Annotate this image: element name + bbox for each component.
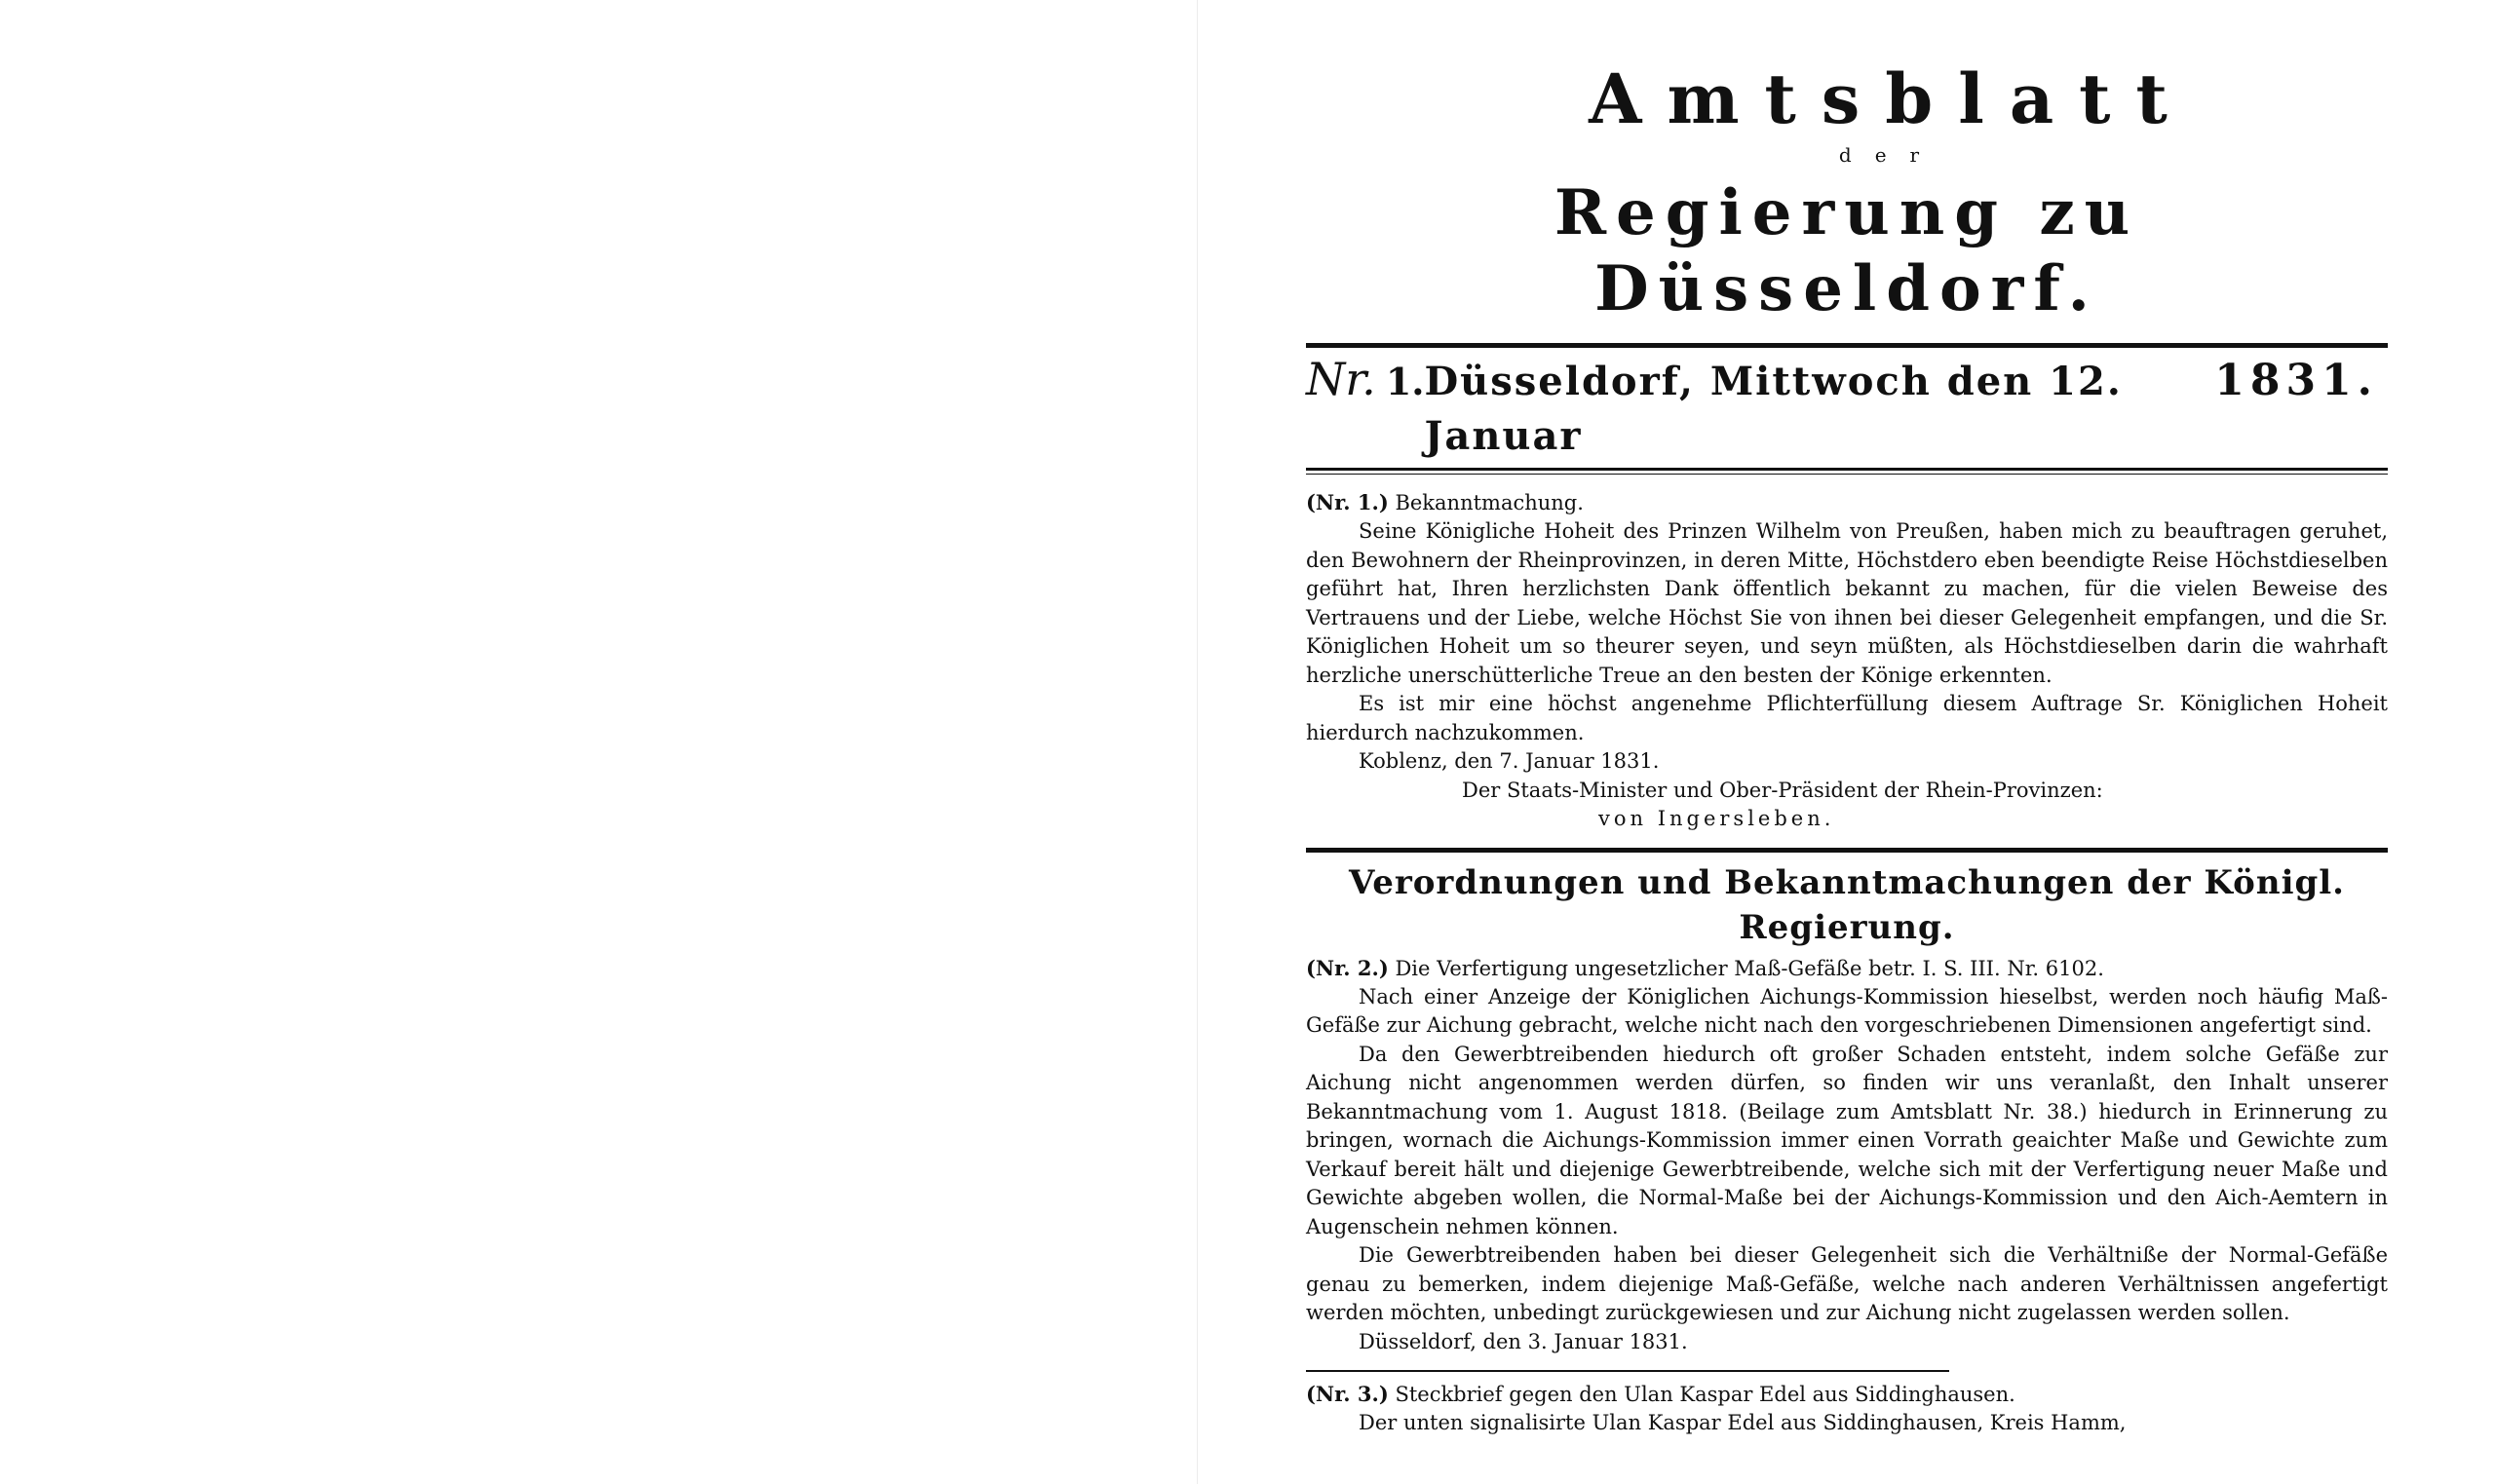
article-2-paragraph-2: Da den Gewerbtreibenden hiedurch oft großer Schaden entsteht, indem solche Gefäße zur Aichung nicht angenommen werden dürfen, so finden wir uns veranlaßt, den Inhalt unserer Bekanntmachung vom 1. August 1818. (Beilage zum Amtsblatt Nr. 38.) hiedurch in Erinnerung zu bringen, wornach die Aichungs-Kommission immer einen Vorrath geaichter Maße und Gewichte zum Verkauf bereit hält und diejenige Gewerbtreibende, welche sich mit der Verfertigung neuer Maße und Gewichte abgeben wollen, die Normal-Maße bei der Aichungs-Kommission und den Aich-Aemtern in Augenschein nehmen können.	[1306, 1042, 2388, 1238]
article-2-place-date: Düsseldorf, den 3. Januar 1831.	[1359, 1329, 1688, 1353]
blank-left-page	[0, 0, 1238, 1484]
article-2-paragraph-1: Nach einer Anzeige der Königlichen Aichungs-Kommission hieselbst, werden noch häufig Maß-Gefäße zur Aichung gebracht, welche nicht nach den vorgeschriebenen Dimensionen angefertigt sind.	[1306, 984, 2388, 1037]
article-1-signature-name: von Ingersleben.	[1598, 807, 1835, 830]
article-1-paragraph-1: Seine Königliche Hoheit des Prinzen Wilhelm von Preußen, haben mich zu beauftragen geruhet, den Bewohnern der Rheinprovinzen, in deren Mitte, Höchstdero eben beendigte Reise Höchstdieselben geführt hat, Ihren herzlichsten Dank öffentlich bekannt zu machen, für die vielen Beweise des Vertrauens und der Liebe, welche Höchst Sie von ihnen bei dieser Gelegenheit empfangen, und die Sr. Königlichen Hoheit um so theurer seyen, und seyn müßten, als Höchstdieselben darin die wahrhaft herzliche unerschütterliche Treue an den besten der Könige erkennten.	[1306, 519, 2388, 687]
article-1-signature-role: Der Staats-Minister und Ober-Präsident der Rhein-Provinzen:	[1462, 778, 2103, 802]
article-2-number: (Nr. 2.)	[1306, 955, 1389, 980]
article-1-place-date: Koblenz, den 7. Januar 1831.	[1359, 749, 1660, 773]
article-2-title: Die Verfertigung ungesetzlicher Maß-Gefäße betr. I. S. III. Nr. 6102.	[1395, 956, 2104, 980]
article-1	[1306, 488, 2388, 834]
article-2-heading	[1306, 954, 2388, 983]
masthead-title: Amtsblatt	[1589, 58, 2193, 139]
newspaper-page	[1306, 58, 2388, 1438]
issue-number	[1306, 352, 1424, 409]
article-1-title: Bekanntmachung.	[1395, 491, 1584, 514]
masthead-der: der	[1838, 143, 1943, 167]
page-gutter	[1197, 0, 1198, 1484]
masthead-subtitle: Regierung zu Düsseldorf.	[1554, 176, 2140, 325]
article-3-number: (Nr. 3.)	[1306, 1382, 1389, 1406]
issue-number-label: Nr.	[1306, 353, 1376, 405]
issue-place-date: Düsseldorf, Mittwoch den 12. Januar	[1424, 359, 2123, 459]
section-title: Verordnungen und Bekanntmachungen der Königl. Regierung.	[1348, 862, 2346, 947]
article-1-paragraph-2: Es ist mir eine höchst angenehme Pflichterfüllung diesem Auftrage Sr. Königlichen Hoheit hierdurch nachzukommen.	[1306, 692, 2388, 744]
article-1-heading	[1306, 488, 2388, 517]
section-rule	[1306, 848, 2388, 853]
masthead	[1306, 58, 2388, 327]
article-3	[1306, 1380, 2388, 1438]
article-1-number: (Nr. 1.)	[1306, 490, 1389, 514]
issue-year: 1831.	[2214, 356, 2378, 405]
article-3-title: Steckbrief gegen den Ulan Kaspar Edel aus Siddinghausen.	[1395, 1383, 2015, 1406]
article-3-paragraph-1: Der unten signalisirte Ulan Kaspar Edel aus Siddinghausen, Kreis Hamm,	[1359, 1411, 2127, 1434]
article-3-heading	[1306, 1380, 2388, 1409]
issue-rule	[1306, 468, 2388, 475]
article-separator	[1306, 1370, 1949, 1372]
issue-number-value: 1.	[1385, 360, 1425, 403]
article-2-paragraph-3: Die Gewerbtreibenden haben bei dieser Gelegenheit sich die Verhältniße der Normal-Gefäße genau zu bemerken, indem diejenige Maß-Gefäße, welche nach anderen Verhältnissen angefertigt werden möchten, unbedingt zurückgewiesen und zur Aichung nicht zugelassen werden sollen.	[1306, 1243, 2388, 1324]
issue-line	[1306, 348, 2388, 468]
article-2	[1306, 954, 2388, 1357]
